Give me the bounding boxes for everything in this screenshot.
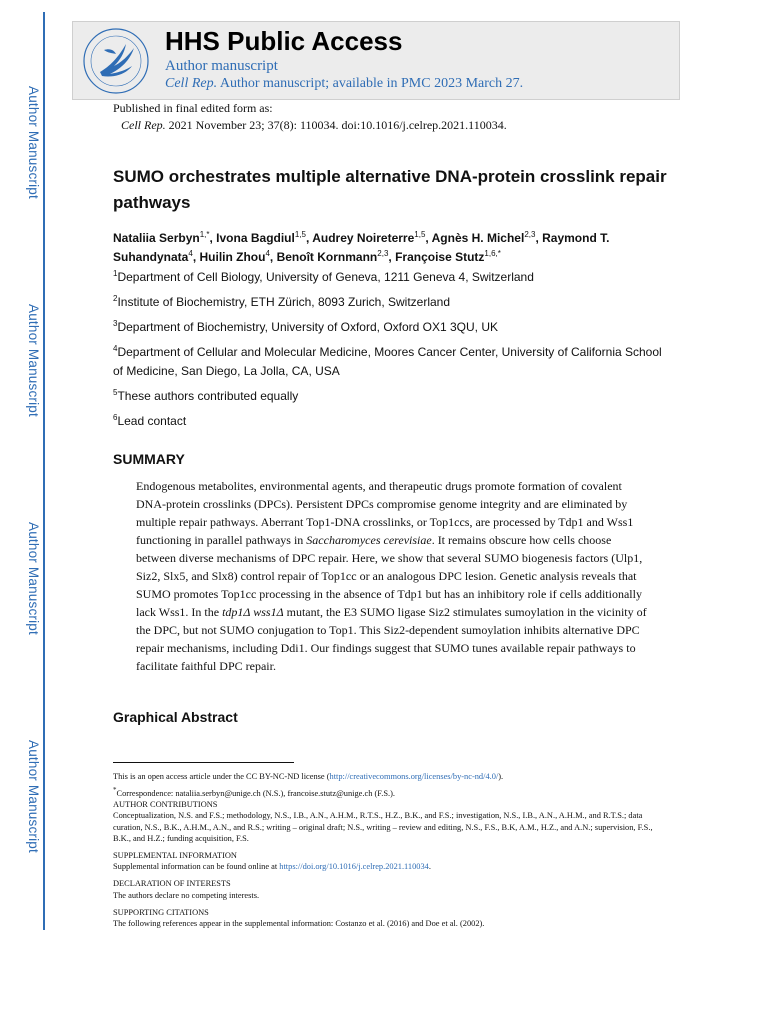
contributions-heading: AUTHOR CONTRIBUTIONS [113,800,218,810]
hhs-eagle-logo-icon [80,26,152,96]
author-affiliation-mark: 1,6,* [484,249,501,258]
license-text-end: ). [498,772,504,781]
correspondence-text: Correspondence: nataliia.serbyn@unige.ch (N.S.), francoise.stutz@unige.ch (F.S.). [116,789,395,798]
author-name: Benoît Kornmann [276,250,378,264]
license-link[interactable]: http://creativecommons.org/licenses/by-nc-nd/4.0/ [329,772,499,781]
affiliation-item [113,343,673,381]
summary-species: Saccharomyces cerevisiae [306,533,432,547]
supplemental-note [113,861,658,872]
header-availability: Author manuscript; available in PMC 2023 March 27. [219,76,524,91]
affiliation-text: Department of Biochemistry, University of Oxford, Oxford OX1 3QU, UK [117,320,499,334]
author-name: Nataliia Serbyn [113,231,200,245]
affiliation-number: 3 [113,319,118,328]
footnotes [113,771,658,929]
affiliation-text: Department of Cell Biology, University of Geneva, 1211 Geneva 4, Switzerland [117,270,534,284]
author-name: Huilin Zhou [199,250,266,264]
published-journal: Cell Rep. [121,118,166,132]
affiliation-text: Institute of Biochemistry, ETH Zürich, 8093 Zurich, Switzerland [117,295,451,309]
affiliation-number: 4 [113,344,118,353]
supporting-citations-text: The following references appear in the supplemental information: Costanzo et al. (2016) and Doe et al. (2002). [113,919,485,929]
affiliation-number: 2 [113,294,118,303]
footnote-divider [113,762,294,763]
author-manuscript-label: Author Manuscript [26,86,41,199]
affiliation-item [113,412,673,431]
correspondence-note [113,785,658,799]
summary-heading: SUMMARY [113,451,185,467]
affiliation-item [113,318,673,337]
license-text: This is an open access article under the CC BY-NC-ND license ( [113,772,330,781]
contributions-text: Conceptualization, N.S. and F.S.; methodology, N.S., I.B., A.N., A.H.M., R.T.S., H.Z., B.K., and F.S.; investigation, N.S., I.B., A.N., A.H.M., and R.T.S.; data curation, N.S., B.K., A.H.M., A.N., and R.S.; writing – original draft; N.S., writing – review and editing, N.S., F.S., B.K, A.M., H.Z., and A.N.; supervision, F.S., B.K., and H.Z.; funding acquisition, F.S. [113,811,653,843]
published-label: Published in final edited form as: [113,101,273,115]
author-affiliation-mark: 1,* [199,230,210,239]
author-affiliation-mark: 4 [265,249,270,258]
author-affiliation-mark: 2,3 [377,249,389,258]
hhs-header-banner [72,21,680,100]
summary-text-part3: mutant, the E3 SUMO ligase Siz2 stimulates sumoylation in the vicinity of the DPC, but not SUMO conjugation to Top1. This Siz2-dependent sumoylation inhibits alternative DPC repair mechanisms, including Ddi1. Our findings suggest that SUMO tunes available repair pathways to facilitate faithful DPC repair. [136,605,647,673]
summary-text-part2: . It remains obscure how cells choose between diverse mechanisms of DPC repair. Here, we show that several SUMO biogenesis factors (Ulp1, Siz2, Slx5, and Slx8) control repair of Top1cc or an analogous DPC lesion. Genetic analysis reveals that SUMO promotes Top1cc processing in the absence of Tdp1 but has an inhibitory role if cells additionally lack Wss1. In the [136,533,643,619]
affiliation-number: 5 [113,388,118,397]
header-availability-line [165,76,523,92]
summary-mutant: tdp1Δ wss1Δ [222,605,284,619]
published-note [113,100,507,134]
author-manuscript-label: Author Manuscript [26,522,41,635]
article-title: SUMO orchestrates multiple alternative DNA-protein crosslink repair pathways [113,167,667,212]
affiliation-number: 6 [113,413,118,422]
author-name: Françoise Stutz [395,250,485,264]
supplemental-text: Supplemental information can be found online at [113,862,280,872]
author-name: Raymond T. Suhandynata [113,231,610,264]
published-citation-text: 2021 November 23; 37(8): 110034. doi:10.1016/j.celrep.2021.110034. [168,118,507,132]
affiliation-item [113,387,673,406]
supplemental-heading: SUPPLEMENTAL INFORMATION [113,851,237,861]
declaration-text: The authors declare no competing interests. [113,890,260,900]
author-manuscript-label: Author Manuscript [26,740,41,853]
author-affiliation-mark: 4 [188,249,193,258]
header-title: HHS Public Access [165,26,403,56]
supplemental-doi-link[interactable]: https://doi.org/10.1016/j.celrep.2021.110034 [279,862,429,872]
supporting-citations-heading: SUPPORTING CITATIONS [113,907,209,917]
affiliation-item [113,293,673,312]
author-affiliation-mark: 1,5 [294,230,306,239]
affiliation-text: Department of Cellular and Molecular Medicine, Moores Cancer Center, University of California School of Medicine, San Diego, La Jolla, CA, USA [113,345,662,378]
affiliation-list [113,268,673,437]
affiliation-text: These authors contributed equally [117,389,299,403]
author-affiliation-mark: 1,5 [414,230,426,239]
affiliation-text: Lead contact [117,414,187,428]
summary-text-part1: Endogenous metabolites, environmental agents, and therapeutic drugs promote formation of covalent DNA-protein crosslinks (DPCs). Persistent DPCs compromise genome integrity and are eliminated by multiple repair pathways. Aberrant Top1-DNA crosslinks, or Top1ccs, are processed by Tdp1 and Wss1 functioning in parallel pathways in [136,479,634,547]
published-citation [113,117,507,134]
author-list: Nataliia Serbyn$^{1,*}$, Ivona Bagdiul$^{1,5}$, Audrey Noireterre$^{1,5}$, Agnès H. Michel$^{2,3}$, Raymond T. Suhandynata$^4$, Huilin Zhou$^4$, Benoît Kornmann$^{2,3}$, Françoise Stutz$^{1,6,*}$ [113,230,610,264]
author-name: Ivona Bagdiul [216,231,295,245]
header-subtitle: Author manuscript [165,58,278,74]
supplemental-text-end: . [428,862,431,872]
header-journal: Cell Rep. [165,76,218,91]
author-affiliation-mark: 2,3 [524,230,536,239]
margin-rule [43,12,45,930]
author-name: Agnès H. Michel [431,231,525,245]
license-note [113,771,658,782]
graphical-abstract-heading: Graphical Abstract [113,709,238,725]
summary-paragraph [136,477,649,675]
author-manuscript-label: Author Manuscript [26,304,41,417]
author-name: Audrey Noireterre [312,231,415,245]
correspondence-mark: * [113,786,117,795]
declaration-heading: DECLARATION OF INTERESTS [113,879,231,889]
affiliation-number: 1 [113,269,118,278]
affiliation-item [113,268,673,287]
